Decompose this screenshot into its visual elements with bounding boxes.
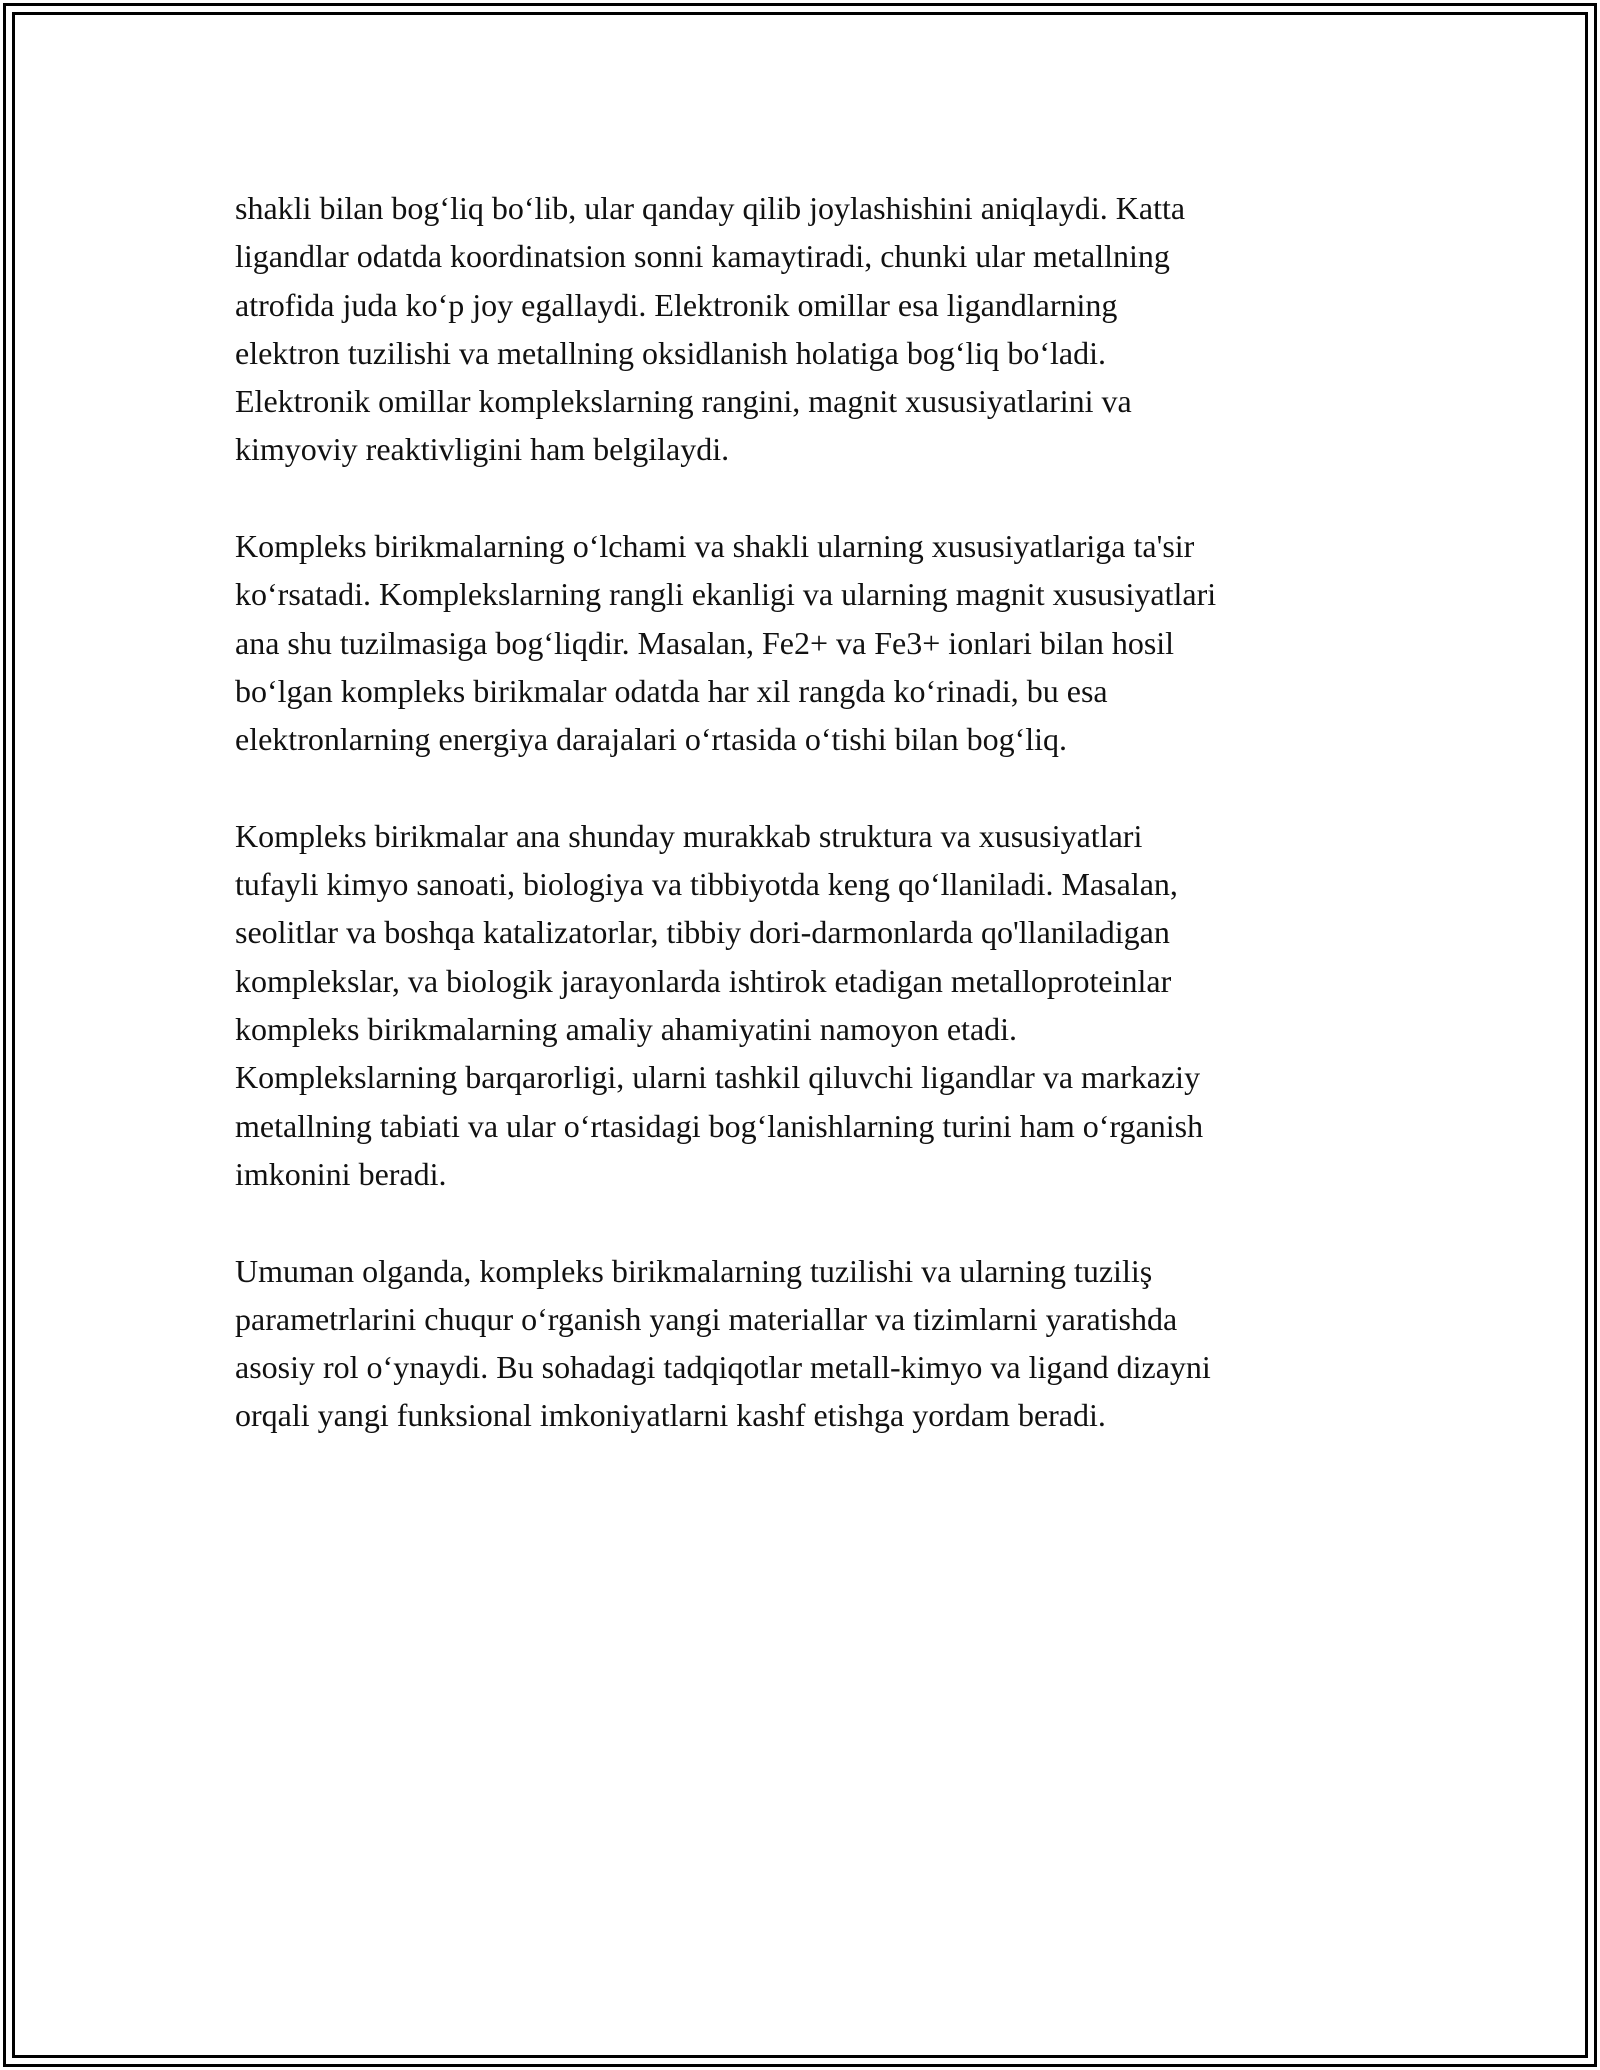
text-line: orqali yangi funksional imkoniyatlarni kashf etishga yordam beradi. xyxy=(235,1397,1106,1434)
text-line: ko‘rsatadi. Komplekslarning rangli ekanligi va ularning magnit xususiyatlari xyxy=(235,576,1217,613)
text-line: parametrlarini chuqur o‘rganish yangi materiallar va tizimlarni yaratishda xyxy=(235,1300,1178,1337)
text-line: Umuman olganda, kompleks birikmalarning tuzilishi va ularning tuziliş xyxy=(235,1252,1153,1289)
text-line: asosiy rol o‘ynaydi. Bu sohadagi tadqiqotlar metall-kimyo va ligand dizayni xyxy=(235,1349,1211,1386)
paragraph-1 xyxy=(235,184,1385,474)
text-line: Komplekslarning barqarorligi, ularni tashkil qiluvchi ligandlar va markaziy xyxy=(235,1059,1201,1096)
text-line: atrofida juda ko‘p joy egallaydi. Elektronik omillar esa ligandlarning xyxy=(235,286,1118,323)
paragraph-2 xyxy=(235,522,1385,763)
text-line: Kompleks birikmalarning o‘lchami va shakli ularning xususiyatlariga ta'sir xyxy=(235,528,1195,565)
text-line: kimyoviy reaktivligini ham belgilaydi. xyxy=(235,431,730,468)
text-line: kompleks birikmalarning amaliy ahamiyatini namoyon etadi. xyxy=(235,1011,1018,1048)
text-line: Kompleks birikmalar ana shunday murakkab struktura va xususiyatlari xyxy=(235,817,1143,854)
text-line: Elektronik omillar komplekslarning rangini, magnit xususiyatlarini va xyxy=(235,383,1132,420)
text-line: bo‘lgan kompleks birikmalar odatda har xil rangda ko‘rinadi, bu esa xyxy=(235,672,1108,709)
text-line: imkonini beradi. xyxy=(235,1155,447,1192)
text-line: tufayli kimyo sanoati, biologiya va tibbiyotda keng qo‘llaniladi. Masalan, xyxy=(235,866,1178,903)
paragraph-3 xyxy=(235,812,1385,1198)
text-line: elektron tuzilishi va metallning oksidlanish holatiga bog‘liq bo‘ladi. xyxy=(235,334,1106,371)
text-line: elektronlarning energiya darajalari o‘rtasida o‘tishi bilan bog‘liq. xyxy=(235,721,1068,758)
text-line: metallning tabiati va ular o‘rtasidagi bog‘lanishlarning turini ham o‘rganish xyxy=(235,1107,1204,1144)
text-line: komplekslar, va biologik jarayonlarda ishtirok etadigan metalloproteinlar xyxy=(235,962,1172,999)
text-line: ligandlar odatda koordinatsion sonni kamaytiradi, chunki ular metallning xyxy=(235,238,1170,275)
paragraph-4 xyxy=(235,1247,1385,1440)
text-line: seolitlar va boshqa katalizatorlar, tibbiy dori-darmonlarda qo'llaniladigan xyxy=(235,914,1170,951)
document-body xyxy=(235,184,1385,1488)
text-line: shakli bilan bog‘liq bo‘lib, ular qanday qilib joylashishini aniqlaydi. Katta xyxy=(235,190,1186,226)
text-line: ana shu tuzilmasiga bog‘liqdir. Masalan, Fe2+ va Fe3+ ionlari bilan hosil xyxy=(235,624,1175,661)
